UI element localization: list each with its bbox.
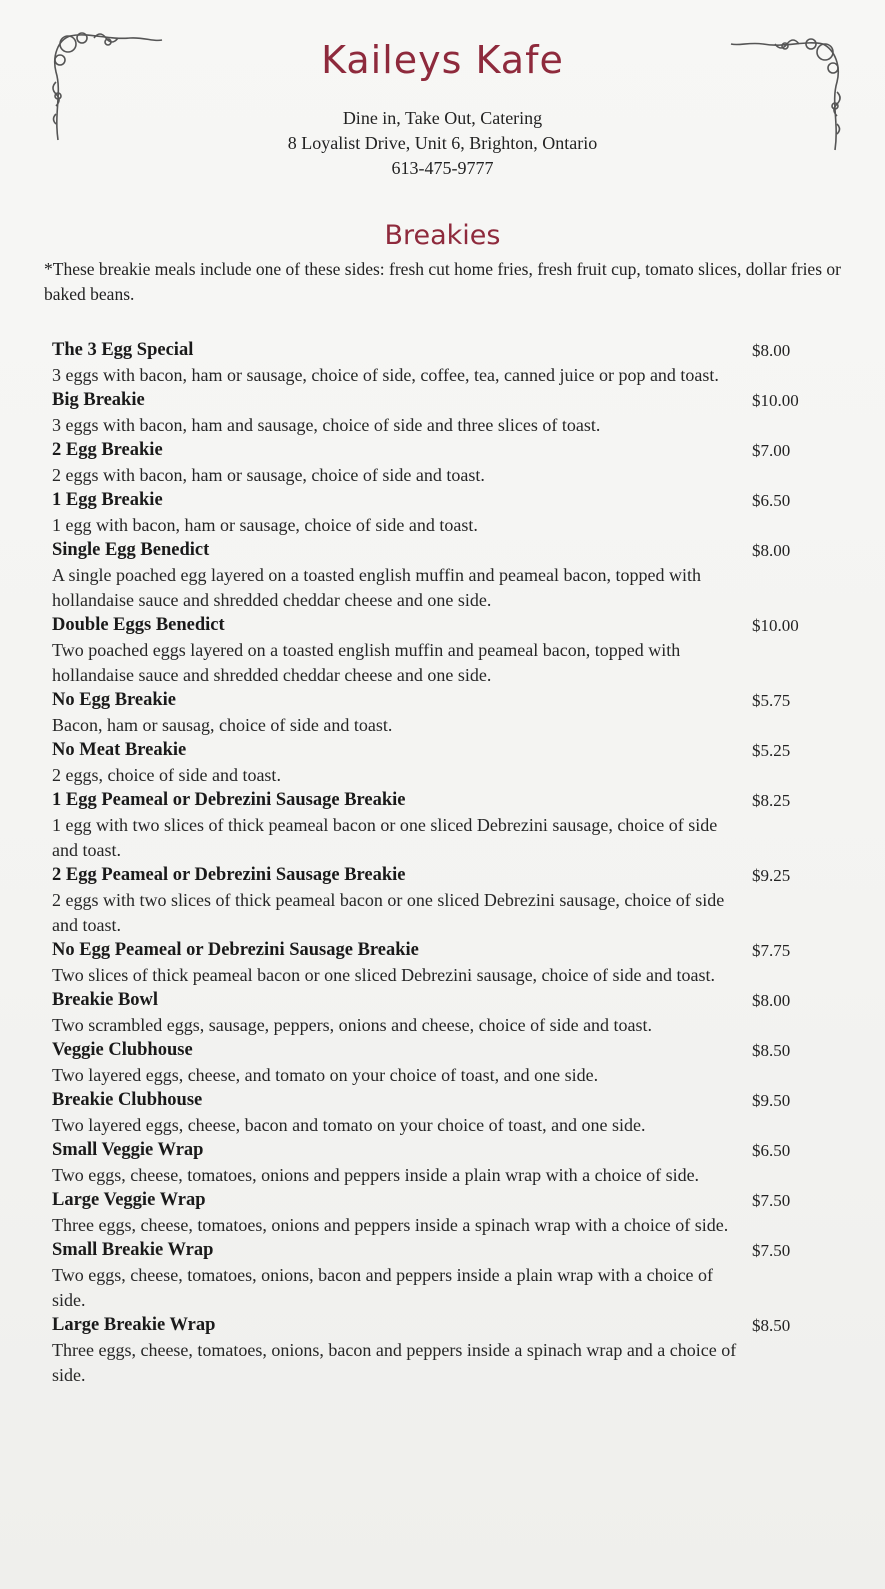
restaurant-info	[0, 106, 885, 181]
item-price: $5.25	[752, 741, 791, 760]
item-price: $8.00	[752, 991, 791, 1010]
item-description: 3 eggs with bacon, ham or sausage, choice of side, coffee, tea, canned juice or pop and toast.	[52, 365, 719, 385]
item-name: 2 Egg Breakie	[52, 440, 163, 460]
menu-item	[52, 738, 822, 788]
section-title: Breakies	[384, 220, 501, 251]
item-price: $7.75	[752, 941, 791, 960]
item-name: 1 Egg Peameal or Debrezini Sausage Breakie	[52, 790, 406, 810]
item-description: 3 eggs with bacon, ham and sausage, choice of side and three slices of toast.	[52, 415, 601, 435]
menu-item	[52, 1138, 822, 1188]
item-name: 1 Egg Breakie	[52, 490, 163, 510]
item-price: $5.75	[752, 691, 791, 710]
item-description: Two layered eggs, cheese, and tomato on your choice of toast, and one side.	[52, 1065, 599, 1085]
menu-item	[52, 613, 822, 688]
item-name: Breakie Bowl	[52, 990, 159, 1010]
item-name: The 3 Egg Special	[52, 340, 194, 360]
item-description: A single poached egg layered on a toasted english muffin and peameal bacon, topped with hollandaise sauce and shredded cheddar cheese and one side.	[52, 565, 701, 610]
item-description: Three eggs, cheese, tomatoes, onions and peppers inside a spinach wrap with a choice of side.	[52, 1215, 729, 1235]
item-name: No Egg Peameal or Debrezini Sausage Breakie	[52, 940, 419, 960]
item-description: 1 egg with bacon, ham or sausage, choice of side and toast.	[52, 515, 478, 535]
item-name: Large Breakie Wrap	[52, 1315, 216, 1335]
item-price: $6.50	[752, 491, 791, 510]
menu-item	[52, 388, 822, 438]
item-price: $7.00	[752, 441, 791, 460]
item-description: Two layered eggs, cheese, bacon and tomato on your choice of toast, and one side.	[52, 1115, 646, 1135]
item-price: $10.00	[752, 616, 799, 635]
item-price: $7.50	[752, 1241, 791, 1260]
menu-item	[52, 688, 822, 738]
item-description: 2 eggs with two slices of thick peameal bacon or one sliced Debrezini sausage, choice of side and toast.	[52, 890, 725, 935]
item-name: Big Breakie	[52, 390, 145, 410]
item-description: Three eggs, cheese, tomatoes, onions, bacon and peppers inside a spinach wrap and a choice of side.	[52, 1340, 737, 1385]
item-description: 2 eggs, choice of side and toast.	[52, 765, 281, 785]
menu-item	[52, 988, 822, 1038]
menu-item	[52, 488, 822, 538]
item-price: $8.50	[752, 1041, 791, 1060]
item-name: Double Eggs Benedict	[52, 615, 225, 635]
item-name: Small Breakie Wrap	[52, 1240, 214, 1260]
menu-item	[52, 788, 822, 863]
menu-item	[52, 338, 822, 388]
item-description: Bacon, ham or sausag, choice of side and toast.	[52, 715, 393, 735]
item-price: $9.50	[752, 1091, 791, 1110]
menu-item	[52, 938, 822, 988]
item-description: 1 egg with two slices of thick peameal bacon or one sliced Debrezini sausage, choice of side and toast.	[52, 815, 718, 860]
menu-item	[52, 538, 822, 613]
item-name: Large Veggie Wrap	[52, 1190, 206, 1210]
item-description: 2 eggs with bacon, ham or sausage, choice of side and toast.	[52, 465, 485, 485]
item-price: $10.00	[752, 391, 799, 410]
phone: 613-475-9777	[391, 158, 494, 178]
item-price: $6.50	[752, 1141, 791, 1160]
item-name: No Egg Breakie	[52, 690, 177, 710]
menu-item	[52, 863, 822, 938]
menu-item	[52, 1313, 822, 1388]
item-description: Two scrambled eggs, sausage, peppers, onions and cheese, choice of side and toast.	[52, 1015, 653, 1035]
services: Dine in, Take Out, Catering	[342, 108, 543, 128]
menu-item	[52, 1088, 822, 1138]
item-price: $9.25	[752, 866, 791, 885]
restaurant-name: Kaileys Kafe	[321, 38, 564, 82]
sides-note: *These breakie meals include one of these sides: fresh cut home fries, fresh fruit cup, tomato slices, dollar fries or baked beans.	[44, 259, 841, 304]
item-name: Single Egg Benedict	[52, 540, 210, 560]
menu-item	[52, 438, 822, 488]
item-price: $7.50	[752, 1191, 791, 1210]
address: 8 Loyalist Drive, Unit 6, Brighton, Ontario	[287, 133, 598, 153]
item-description: Two eggs, cheese, tomatoes, onions, bacon and peppers inside a plain wrap with a choice of side.	[52, 1265, 714, 1310]
item-description: Two poached eggs layered on a toasted english muffin and peameal bacon, topped with hollandaise sauce and shredded cheddar cheese and one side.	[52, 640, 681, 685]
item-name: Veggie Clubhouse	[52, 1040, 193, 1060]
item-description: Two slices of thick peameal bacon or one sliced Debrezini sausage, choice of side and toast.	[52, 965, 716, 985]
item-name: Small Veggie Wrap	[52, 1140, 204, 1160]
item-description: Two eggs, cheese, tomatoes, onions and peppers inside a plain wrap with a choice of side.	[52, 1165, 700, 1185]
menu-items	[52, 338, 822, 1388]
item-price: $8.50	[752, 1316, 791, 1335]
item-price: $8.00	[752, 541, 791, 560]
menu-item	[52, 1188, 822, 1238]
item-name: Breakie Clubhouse	[52, 1090, 203, 1110]
item-price: $8.25	[752, 791, 791, 810]
item-name: No Meat Breakie	[52, 740, 187, 760]
menu-item	[52, 1038, 822, 1088]
item-price: $8.00	[752, 341, 791, 360]
menu-item	[52, 1238, 822, 1313]
item-name: 2 Egg Peameal or Debrezini Sausage Breakie	[52, 865, 406, 885]
